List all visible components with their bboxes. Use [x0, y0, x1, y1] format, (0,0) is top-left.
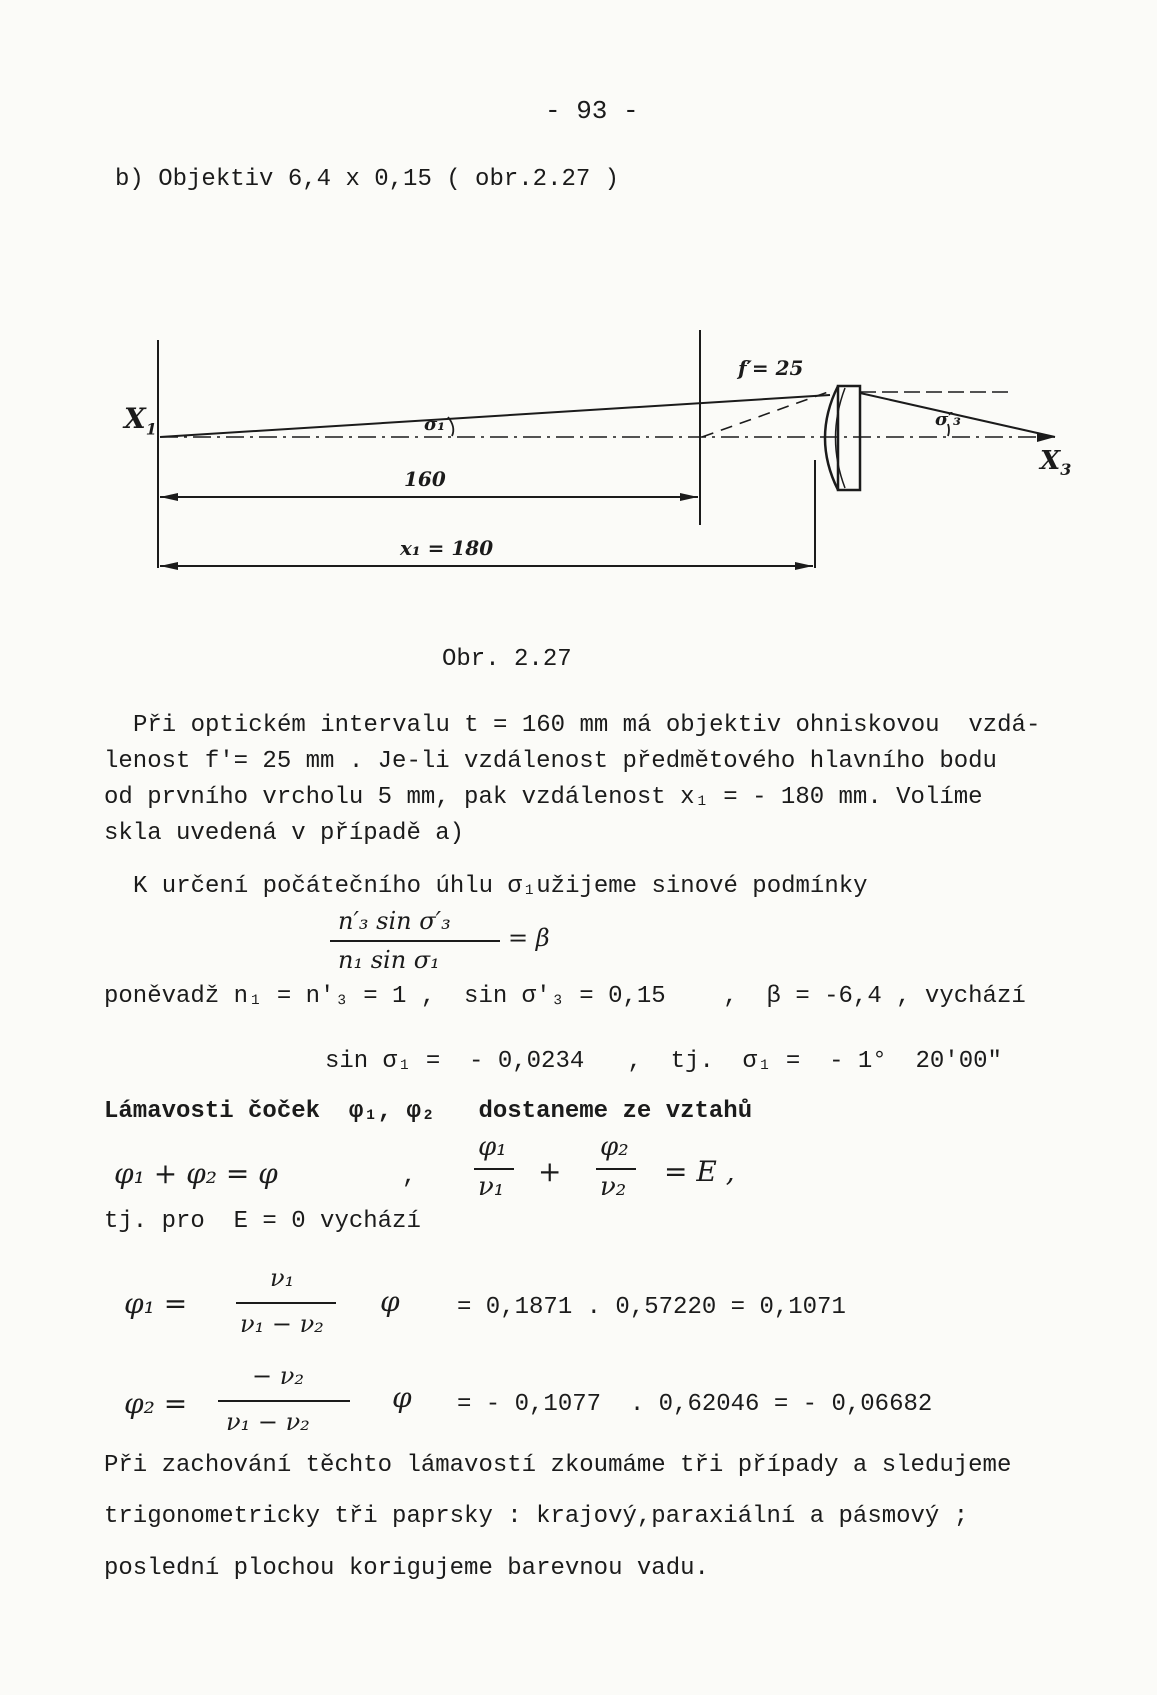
para1-line1: Při optickém intervalu t = 160 mm má objektiv ohniskovou vzdá-	[133, 712, 1041, 739]
para4-line1: Při zachování těchto lámavostí zkoumáme tři případy a sledujeme	[104, 1452, 1012, 1479]
phi1-multiplier: φ	[380, 1285, 400, 1318]
abbe-frac2-bar	[596, 1168, 636, 1170]
phi1-fraction-bar	[236, 1302, 336, 1304]
equation-separator: ,	[402, 1163, 417, 1190]
dim-x1-arrow-right	[795, 562, 813, 570]
diagram-svg	[0, 0, 1157, 600]
phi1-numerator: ν₁	[270, 1264, 295, 1292]
para3-line1: Lámavosti čoček φ₁, φ₂ dostaneme ze vztahů	[104, 1098, 753, 1125]
para4-line3: poslední plochou korigujeme barevnou vadu.	[104, 1555, 709, 1582]
phi2-result: = - 0,1077 . 0,62046 = - 0,06682	[457, 1391, 933, 1418]
phi2-numerator: − ν₂	[252, 1362, 304, 1390]
dim-x1-arrow-left	[160, 562, 178, 570]
phi1-result: = 0,1871 . 0,57220 = 0,1071	[457, 1294, 846, 1321]
phi1-lhs: φ₁ =	[124, 1287, 188, 1320]
para1-line4: skla uvedená v případě a)	[104, 820, 465, 847]
phi2-lhs: φ₂ =	[124, 1387, 188, 1420]
abbe-frac1-den: ν₁	[478, 1172, 505, 1202]
sine-fraction-bar	[330, 940, 500, 942]
abbe-plus: +	[538, 1155, 562, 1188]
power-sum-equation: φ₁ + φ₂ = φ	[114, 1157, 278, 1190]
dim-160-arrow-right	[680, 493, 698, 501]
abbe-rhs: = E ,	[664, 1155, 735, 1188]
abbe-frac1-num: φ₁	[478, 1132, 507, 1162]
para2-line1: K určení počátečního úhlu σ₁užijeme sinové podmínky	[133, 873, 868, 900]
x3-arrow	[1037, 432, 1055, 442]
section-heading: b) Objektiv 6,4 x 0,15 ( obr.2.27 )	[115, 166, 620, 193]
abbe-frac2-num: φ₂	[600, 1132, 629, 1162]
label-x1: $X_1$	[124, 402, 157, 439]
para1-line2: lenost f′= 25 mm . Je-li vzdálenost předmětového hlavního bodu	[104, 748, 997, 775]
for-e-zero-line: tj. pro E = 0 vychází	[104, 1208, 421, 1235]
label-x3: $X_3$	[1040, 446, 1072, 480]
figure-caption: Obr. 2.27	[442, 646, 572, 673]
sine-fraction-rhs: = β	[508, 924, 550, 952]
label-dim-160: 160	[404, 467, 446, 491]
sine-fraction-numerator: n′₃ sin σ′₃	[338, 907, 451, 935]
phi2-denominator: ν₁ − ν₂	[226, 1408, 310, 1436]
phi2-fraction-bar	[218, 1400, 350, 1402]
incoming-ray	[160, 395, 830, 437]
label-sigma1: σ₁	[424, 414, 446, 435]
label-dim-x1: x₁ = 180	[400, 536, 494, 560]
sine-fraction-denominator: n₁ sin σ₁	[338, 946, 440, 974]
label-focal-length: f′= 25	[738, 356, 804, 380]
abbe-frac1-bar	[474, 1168, 514, 1170]
para1-line3: od prvního vrcholu 5 mm, pak vzdálenost x₁ = - 180 mm. Volíme	[104, 784, 983, 811]
page-number: - 93 -	[545, 96, 639, 126]
phi2-multiplier: φ	[392, 1381, 412, 1414]
sin-result-line: sin σ₁ = - 0,0234 , tj. σ₁ = - 1° 20′00″	[325, 1048, 1002, 1075]
since-line: poněvadž n₁ = n′₃ = 1 , sin σ′₃ = 0,15 , β = -6,4 , vychází	[104, 983, 1026, 1010]
para4-line2: trigonometricky tři paprsky : krajový,paraxiální a pásmový ;	[104, 1503, 969, 1530]
label-sigma3: σ′₃	[935, 409, 961, 430]
abbe-frac2-den: ν₂	[600, 1172, 627, 1202]
dim-160-arrow-left	[160, 493, 178, 501]
phi1-denominator: ν₁ − ν₂	[240, 1310, 324, 1338]
